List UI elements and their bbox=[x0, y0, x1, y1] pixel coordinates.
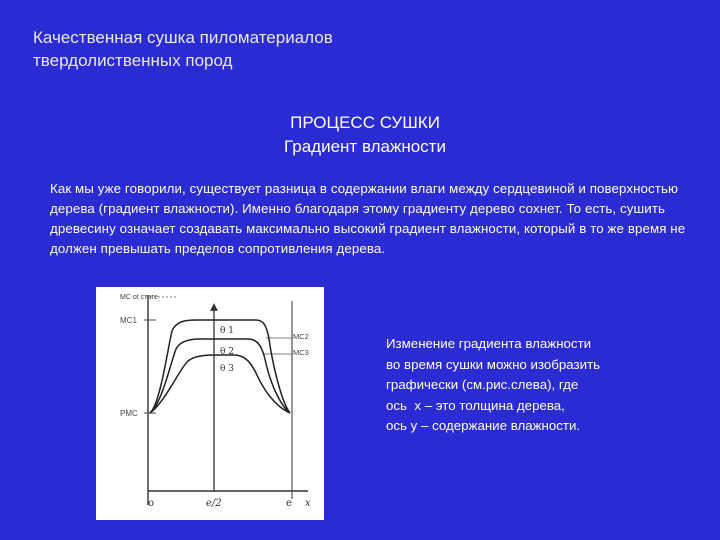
figure-caption bbox=[386, 334, 706, 437]
x-label-half: e/2 bbox=[206, 498, 222, 509]
y-axis-label: MC ot стате bbox=[120, 294, 159, 301]
y-label-pmc: PMC bbox=[120, 409, 138, 418]
y-label-mc1: MC1 bbox=[120, 316, 137, 325]
x-label-x: x bbox=[305, 498, 311, 509]
slide-title bbox=[33, 26, 593, 72]
x-label-e: e bbox=[286, 498, 292, 509]
curve-label-1: θ 1 bbox=[220, 326, 235, 336]
caption-line: ось у – содержание влажности. bbox=[386, 418, 581, 433]
curve-label-3: θ 3 bbox=[220, 364, 235, 374]
moisture-gradient-figure bbox=[96, 287, 324, 520]
x-label-origin: o bbox=[148, 498, 155, 509]
section-heading: ПРОЦЕСС СУШКИ bbox=[290, 113, 440, 132]
right-label-mc2: MC2 bbox=[293, 332, 309, 341]
section-subheading: Градиент влажности bbox=[284, 137, 446, 156]
caption-line: ось х – это толщина дерева, bbox=[386, 397, 565, 413]
slide-title-line-1: Качественная сушка пиломатериалов bbox=[33, 28, 333, 47]
body-paragraph: Как мы уже говорили, существует разница в содержании влаги между сердцевиной и поверхностью дерева (градиент влажности). Именно благодаря этому градиенту дерево сохнет. То есть, сушить древесину означает создавать максимально высокий градиент влажности, который в то же время не должен превышать пределов сопротивления дерева. bbox=[50, 181, 686, 256]
caption-line: во время сушки можно изобразить bbox=[386, 356, 601, 372]
slide-title-line-2: твердолиственных пород bbox=[33, 51, 233, 70]
curve-label-2: θ 2 bbox=[220, 347, 235, 357]
caption-line: Изменение градиента влажности bbox=[386, 336, 592, 351]
caption-line: графически (см.рис.слева), где bbox=[386, 377, 579, 392]
moisture-gradient-diagram bbox=[96, 287, 324, 520]
right-label-mc3: MC3 bbox=[293, 348, 309, 357]
